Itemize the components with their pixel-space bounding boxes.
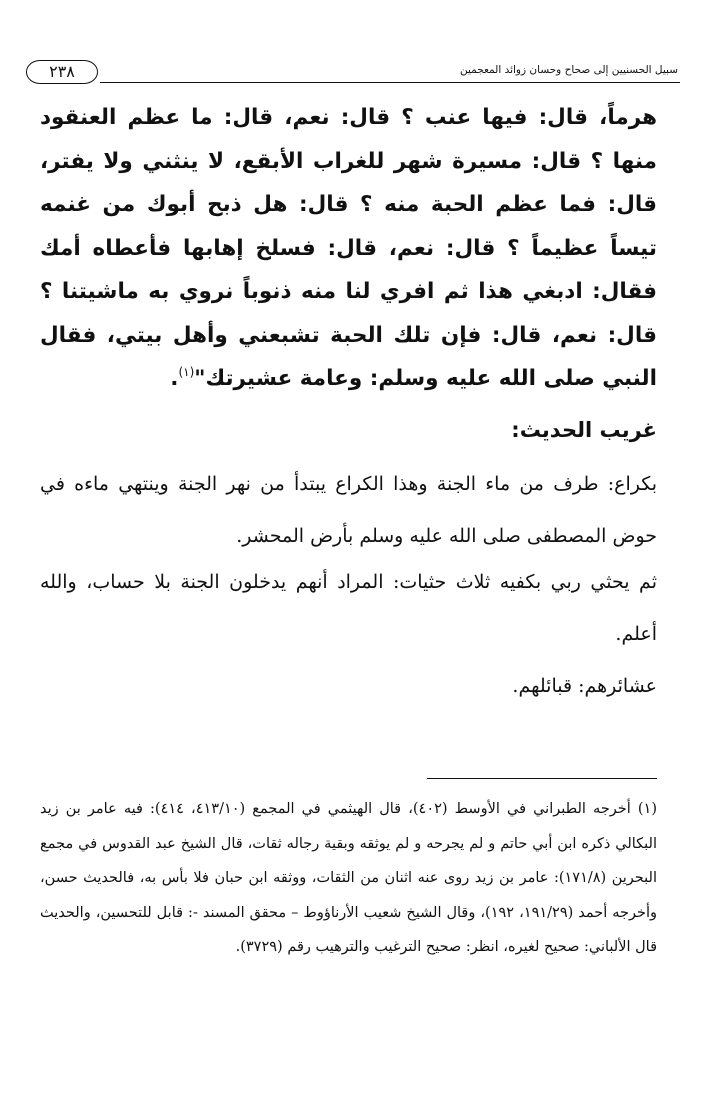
gharib-heading: غريب الحديث:: [511, 418, 657, 442]
footnote-text: (١) أخرجه الطبراني في الأوسط (٤٠٢)، قال الهيثمي في المجمع (٤١٣/١٠، ٤١٤): فيه عامر بن زيد البكالي ذكره ابن أبي حاتم و لم يجرحه و لم يوثقه وبقية رجاله ثقات، قال الشيخ عبد القدوس في مجمع البحرين (١٧١/٨): عامر بن زيد روى عنه اثنان من الثقات، ووثقه ابن حبان فلا بأس به، فالحديث حسن، وأخرجه أحمد (١٩١/٢٩، ١٩٢)، وقال الشيخ شعيب الأرناؤوط – محقق المسند -: قابل للتحسين، والحديث قال الألباني: صحيح لغيره، انظر: صحيح الترغيب والترهيب رقم (٣٧٢٩).: [40, 801, 657, 955]
running-title: سبيل الحسنيين إلى صحاح وحسان زوائد المعجمين: [459, 64, 678, 76]
gloss-entry-kura: [40, 458, 657, 562]
footnote-reference: (١): [178, 365, 195, 379]
hadith-body: [40, 96, 657, 401]
footnote-separator: [427, 778, 657, 779]
gloss-entry-ashair: [40, 660, 657, 712]
hadith-paragraph: [40, 96, 657, 401]
hadith-end-mark: .: [170, 366, 179, 391]
gloss-entry-hathayat: [40, 556, 657, 660]
page-header: [22, 54, 680, 84]
page-number-badge: ٢٣٨: [26, 60, 98, 84]
footnote: [40, 792, 657, 965]
header-rule: [100, 82, 680, 83]
gloss-entry-text: بكراع: طرف من ماء الجنة وهذا الكراع يبتدأ من نهر الجنة وينتهي ماءه في حوض المصطفى صلى الله عليه وسلم بأرض المحشر.: [40, 473, 657, 547]
hadith-text: هرماً، قال: فيها عنب ؟ قال: نعم، قال: ما عظم العنقود منها ؟ قال: مسيرة شهر للغراب الأبقع، لا ينثني ولا يفتر، قال: فما عظم الحبة منه ؟ قال: هل ذبح أبوك من غنمه تيساً عظيماً ؟ قال: نعم، قال: فسلخ إهابها فأعطاه أمك فقال: ادبغي هذا ثم افري لنا منه ذنوباً نروي به ماشيتنا ؟ قال: نعم، قال: فإن تلك الحبة تشبعني وأهل بيتي، فقال النبي صلى الله عليه وسلم: وعامة عشيرتك": [40, 105, 657, 391]
gloss-entry-text: ثم يحثي ربي بكفيه ثلاث حثيات: المراد أنهم يدخلون الجنة بلا حساب، والله أعلم.: [40, 571, 657, 645]
gloss-entry-text: عشائرهم: قبائلهم.: [512, 675, 657, 697]
